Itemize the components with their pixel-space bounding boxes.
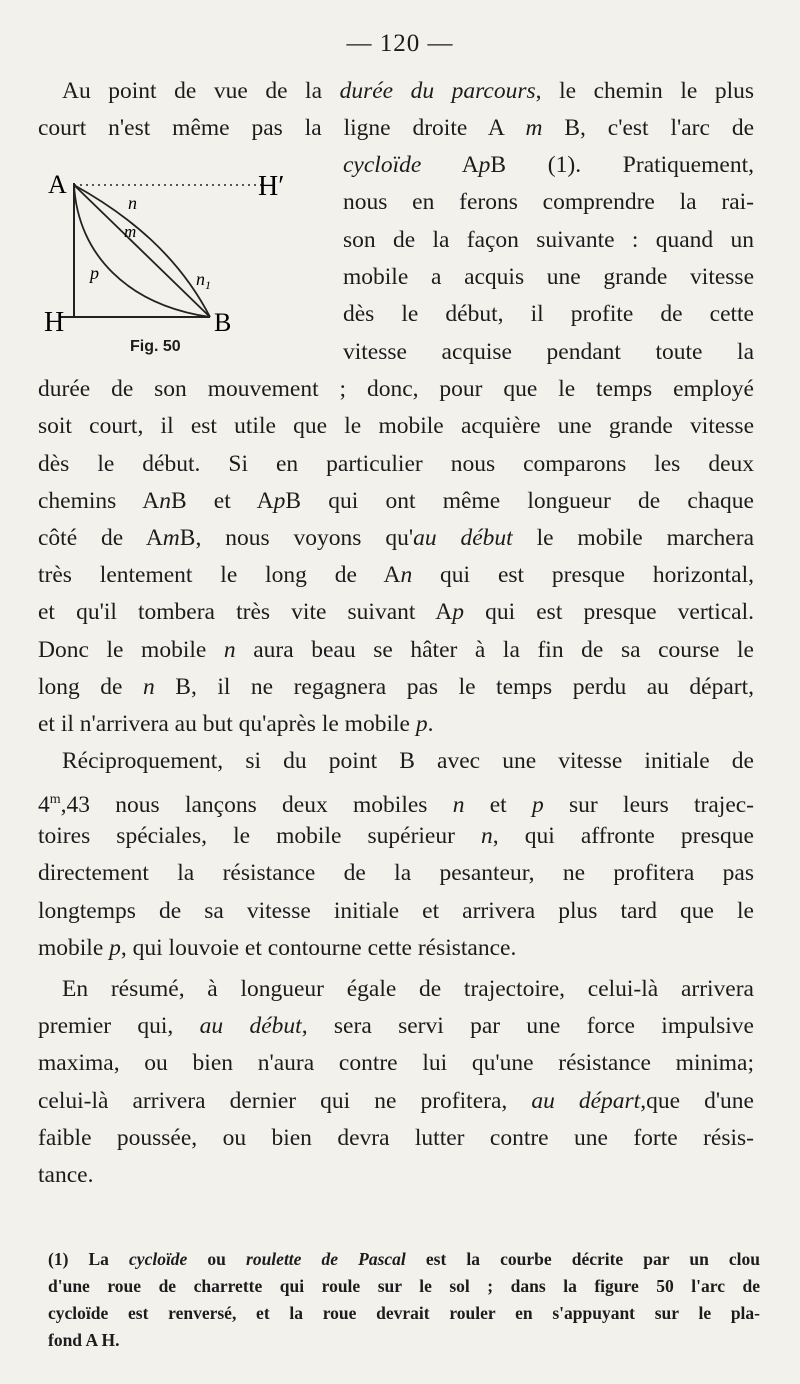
text-line: cycloïde ApB (1). Pratiquement, [343, 152, 754, 178]
label-A: A [48, 170, 67, 199]
text-line: et il n'arrivera au but qu'après le mobile p. [38, 711, 434, 737]
text-line: directement la résistance de la pesanteur, ne profitera pas [38, 860, 754, 886]
text-line: mobile a acquis une grande vitesse [343, 264, 754, 290]
figure-caption: Fig. 50 [130, 338, 181, 355]
text-line: durée de son mouvement ; donc, pour que le temps employé [38, 376, 754, 402]
text-line: premier qui, au début, sera servi par une force impulsive [38, 1013, 754, 1039]
text-line: son de la façon suivante : quand un [343, 227, 754, 253]
text-line: celui-là arrivera dernier qui ne profitera, au départ,que d'une [38, 1088, 754, 1114]
text-line: dès le début. Si en particulier nous comparons les deux [38, 451, 754, 477]
text-line: Donc le mobile n aura beau se hâter à la fin de sa course le [38, 637, 754, 663]
text-line: 4$^m$,43 nous lançons deux mobiles n et p sur leurs trajec- [38, 791, 755, 818]
text-line: nous en ferons comprendre la rai- [343, 189, 754, 215]
text-line: Réciproquement, si du point B avec une vitesse initiale de [62, 748, 754, 774]
text-line: En résumé, à longueur égale de trajectoire, celui-là arrivera [62, 976, 754, 1002]
label-m: m [124, 222, 137, 241]
text-line: toires spéciales, le mobile supérieur n, qui affronte presque [38, 823, 754, 849]
label-p: p [90, 263, 99, 283]
footnote-line: (1) La cycloïde ou roulette de Pascal est la courbe décrite par un clou [48, 1249, 761, 1269]
text-line: dès le début, il profite de cette [343, 301, 754, 327]
text-line: côté de AmB, nous voyons qu'au début le mobile marchera [38, 525, 754, 551]
text-line: chemins AnB et ApB qui ont même longueur de chaque [38, 488, 754, 514]
page-number: — 120 — [346, 30, 454, 57]
cycloid-diagram [38, 165, 338, 365]
footnote-line: d'une roue de charrette qui roule sur le sol ; dans la figure 50 l'arc de [48, 1276, 760, 1296]
label-H: H [44, 307, 65, 338]
text-line: longtemps de sa vitesse initiale et arrivera plus tard que le [38, 898, 754, 924]
footnote [48, 1246, 760, 1354]
label-B: B [214, 308, 232, 337]
text-line: Au point de vue de la durée du parcours, le chemin le plus [62, 78, 754, 104]
text-line: maxima, ou bien n'aura contre lui qu'une résistance minima; [38, 1050, 754, 1076]
label-n: n [128, 193, 137, 213]
text-line: court n'est même pas la ligne droite A m B, c'est l'arc de [38, 115, 755, 141]
text-line: mobile p, qui louvoie et contourne cette résistance. [38, 935, 517, 961]
label-n1: $n_1$ [196, 269, 211, 292]
figure-50 [38, 165, 338, 365]
text-line: et qu'il tombera très vite suivant Ap qui est presque vertical. [38, 599, 755, 625]
text-line: soit court, il est utile que le mobile acquière une grande vitesse [38, 413, 754, 439]
label-H-prime: H′ [258, 171, 285, 202]
footnote-line: fond A H. [48, 1330, 120, 1350]
text-line: très lentement le long de An qui est presque horizontal, [38, 562, 754, 588]
text-line: tance. [38, 1162, 94, 1188]
text-line: faible poussée, ou bien devra lutter contre une forte résis- [38, 1125, 754, 1151]
footnote-line: cycloïde est renversé, et la roue devrait rouler en s'appuyant sur le pla- [48, 1303, 760, 1323]
text-line: vitesse acquise pendant toute la [343, 339, 754, 365]
text-line: long de n B, il ne regagnera pas le temps perdu au départ, [38, 674, 755, 700]
